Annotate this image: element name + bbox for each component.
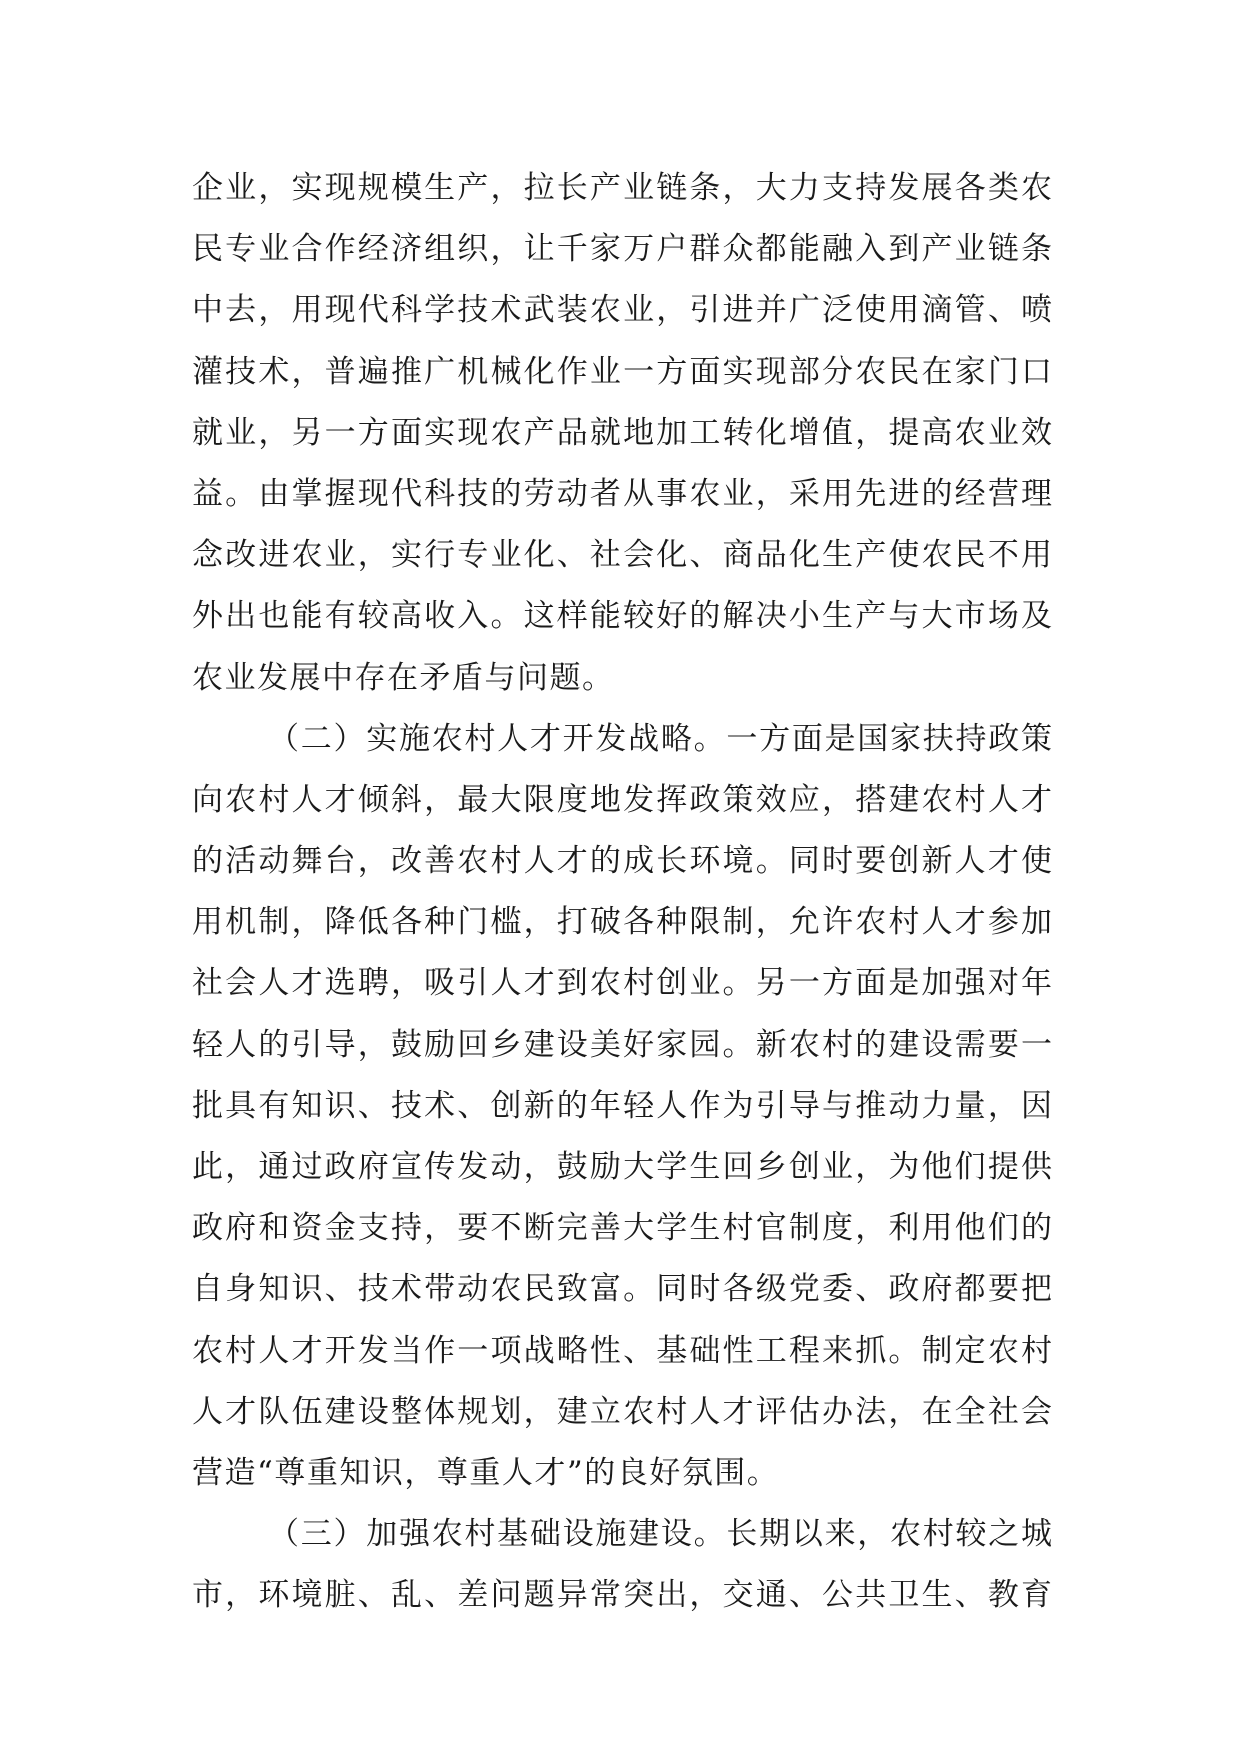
- section-heading-line: （二）实施农村人才开发战略。一方面是国家扶持政策: [268, 720, 1052, 757]
- text-line: 民专业合作经济组织，让千家万户群众都能融入到产业链条: [192, 231, 1052, 268]
- text-line: 念改进农业，实行专业化、社会化、商品化生产使农民不用: [192, 537, 1052, 574]
- text-line: 市，环境脏、乱、差问题异常突出，交通、公共卫生、教育: [192, 1577, 1052, 1614]
- text-line: 中去，用现代科学技术武装农业，引进并广泛使用滴管、喷: [192, 292, 1052, 329]
- text-line: 外出也能有较高收入。这样能较好的解决小生产与大市场及: [192, 598, 1052, 635]
- paragraph-end-line: 农业发展中存在矛盾与问题。: [192, 659, 615, 696]
- text-line: 农村人才开发当作一项战略性、基础性工程来抓。制定农村: [192, 1332, 1052, 1369]
- text-line: 此，通过政府宣传发动，鼓励大学生回乡创业，为他们提供: [192, 1149, 1052, 1185]
- text-line: 益。由掌握现代科技的劳动者从事农业，采用先进的经营理: [192, 475, 1052, 512]
- text-line: 用机制，降低各种门槛，打破各种限制，允许农村人才参加: [192, 904, 1052, 941]
- body-text: [192, 158, 1052, 1627]
- paragraph-end-line: 营造“尊重知识，尊重人才”的良好氛围。: [192, 1454, 780, 1491]
- section-heading-line: （三）加强农村基础设施建设。长期以来，农村较之城: [268, 1516, 1052, 1553]
- text-line: 向农村人才倾斜，最大限度地发挥政策效应，搭建农村人才: [192, 781, 1052, 818]
- text-line: 灌技术，普遍推广机械化作业一方面实现部分农民在家门口: [192, 353, 1052, 390]
- text-line: 政府和资金支持，要不断完善大学生村官制度，利用他们的: [192, 1210, 1052, 1247]
- text-line: 批具有知识、技术、创新的年轻人作为引导与推动力量，因: [192, 1087, 1052, 1124]
- text-line: 自身知识、技术带动农民致富。同时各级党委、政府都要把: [192, 1271, 1052, 1308]
- text-line: 人才队伍建设整体规划，建立农村人才评估办法，在全社会: [192, 1393, 1052, 1430]
- text-line: 的活动舞台，改善农村人才的成长环境。同时要创新人才使: [192, 843, 1052, 880]
- text-line: 就业，另一方面实现农产品就地加工转化增值，提高农业效: [192, 414, 1052, 451]
- text-line: 企业，实现规模生产，拉长产业链条，大力支持发展各类农: [192, 170, 1052, 206]
- text-line: 社会人才选聘，吸引人才到农村创业。另一方面是加强对年: [192, 965, 1052, 1002]
- text-line: 轻人的引导，鼓励回乡建设美好家园。新农村的建设需要一: [192, 1026, 1052, 1063]
